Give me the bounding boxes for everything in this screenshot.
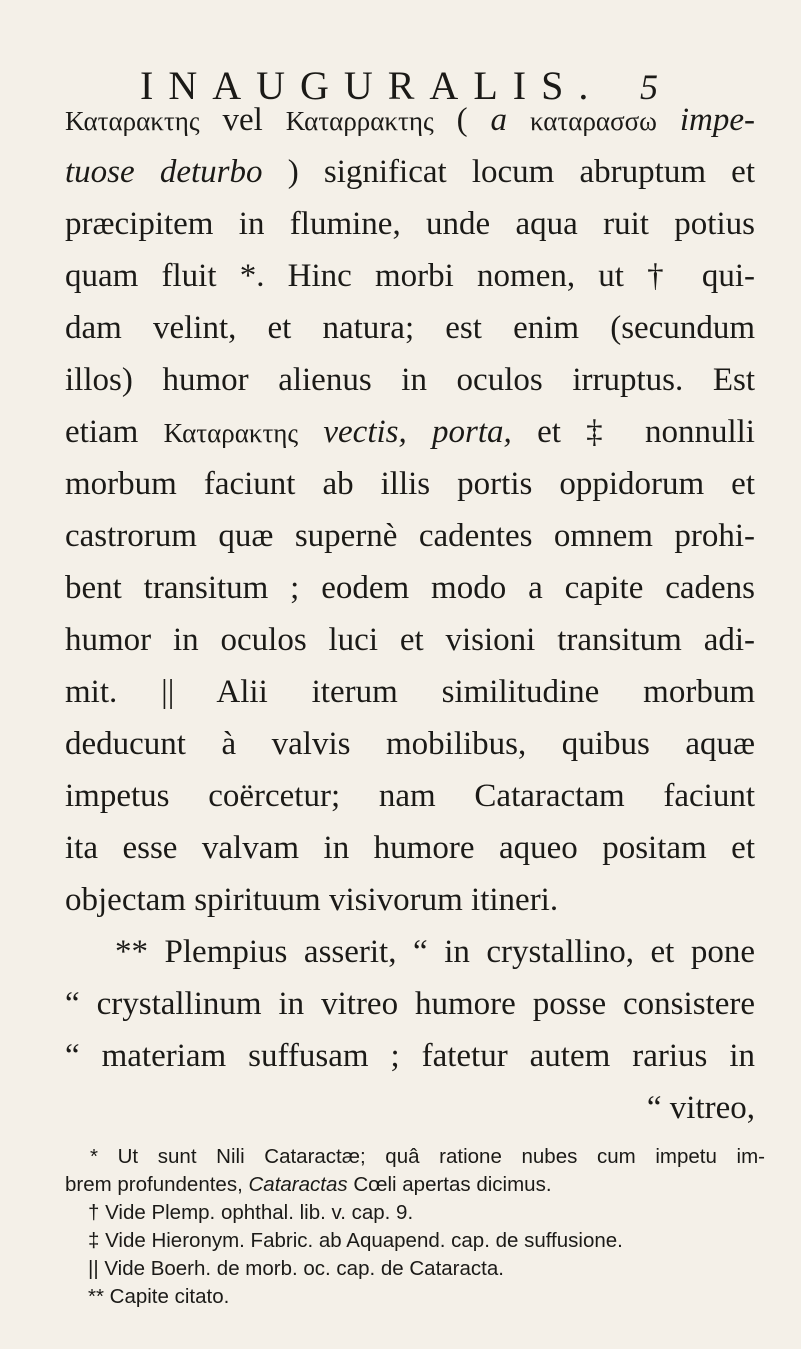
greek-word: Καταρακτης: [163, 418, 299, 448]
running-header: INAUGURALIS.: [140, 63, 604, 108]
italic-span: a: [490, 102, 508, 138]
text-span: (: [433, 102, 491, 138]
footnote-2: † Vide Plemp. ophthal. lib. v. cap. 9.: [88, 1201, 414, 1224]
body-line-5: dam velint, et natura; est enim (secundum: [65, 310, 755, 346]
body-line-18: “ crystallinum in vitreo humore posse consistere: [65, 986, 755, 1022]
footnote-1-cont: [65, 1172, 765, 1198]
body-line-15: ita esse valvam in humore aqueo positam et: [65, 830, 755, 866]
text-span: et ‡ nonnulli: [511, 414, 755, 450]
body-line-1: [65, 100, 755, 141]
text-span: [507, 102, 530, 138]
body-line-10: bent transitum ; eodem modo a capite cadens: [65, 570, 755, 606]
footnote-3: ‡ Vide Hieronym. Fabric. ab Aquapend. cap. de suffusione.: [88, 1229, 623, 1252]
greek-word: καταρασσω: [529, 106, 657, 136]
text-span: brem profundentes,: [65, 1173, 249, 1196]
italic-span: tuose deturbo: [65, 154, 263, 190]
body-line-14: impetus coërcetur; nam Cataractam faciunt: [65, 778, 755, 814]
footnote-4: || Vide Boerh. de morb. oc. cap. de Cataracta.: [88, 1257, 504, 1280]
page-number: 5: [640, 67, 658, 107]
body-line-17: ** Plempius asserit, “ in crystallino, et pone: [115, 934, 755, 970]
body-line-6: illos) humor alienus in oculos irruptus. Est: [65, 362, 755, 398]
body-line-12: mit. || Alii iterum similitudine morbum: [65, 674, 755, 710]
greek-word: Καταρακτης: [65, 106, 200, 136]
body-line-13: deducunt à valvis mobilibus, quibus aquæ: [65, 726, 755, 762]
body-line-9: castrorum quæ supernè cadentes omnem prohi-: [65, 518, 755, 554]
body-line-3: præcipitem in flumine, unde aqua ruit potius: [65, 206, 755, 242]
body-line-19: “ materiam suffusam ; fatetur autem rarius in: [65, 1038, 755, 1074]
text-span: ) significat locum abruptum et: [262, 154, 756, 190]
text-span: etiam: [65, 414, 164, 450]
greek-word: Καταρρακτης: [285, 106, 434, 136]
body-line-7: [65, 412, 755, 453]
text-span: vel: [199, 102, 286, 138]
italic-span: impe-: [656, 102, 756, 138]
text-span: Cœli apertas dicimus.: [347, 1173, 552, 1196]
footnote-5: ** Capite citato.: [88, 1285, 230, 1308]
body-line-16: objectam spirituum visivorum itineri.: [65, 882, 559, 918]
footnote-1: * Ut sunt Nili Cataractæ; quâ ratione nubes cum impetu im-: [90, 1145, 765, 1168]
body-line-11: humor in oculos luci et visioni transitum adi-: [65, 622, 755, 658]
italic-span: Cataractas: [248, 1173, 348, 1196]
body-line-2: [65, 152, 755, 192]
body-line-4: quam fluit *. Hinc morbi nomen, ut † qui-: [65, 258, 755, 294]
catchword: “ vitreo,: [646, 1090, 755, 1126]
body-line-8: morbum faciunt ab illis portis oppidorum et: [65, 466, 755, 502]
italic-span: vectis, porta,: [298, 414, 512, 450]
